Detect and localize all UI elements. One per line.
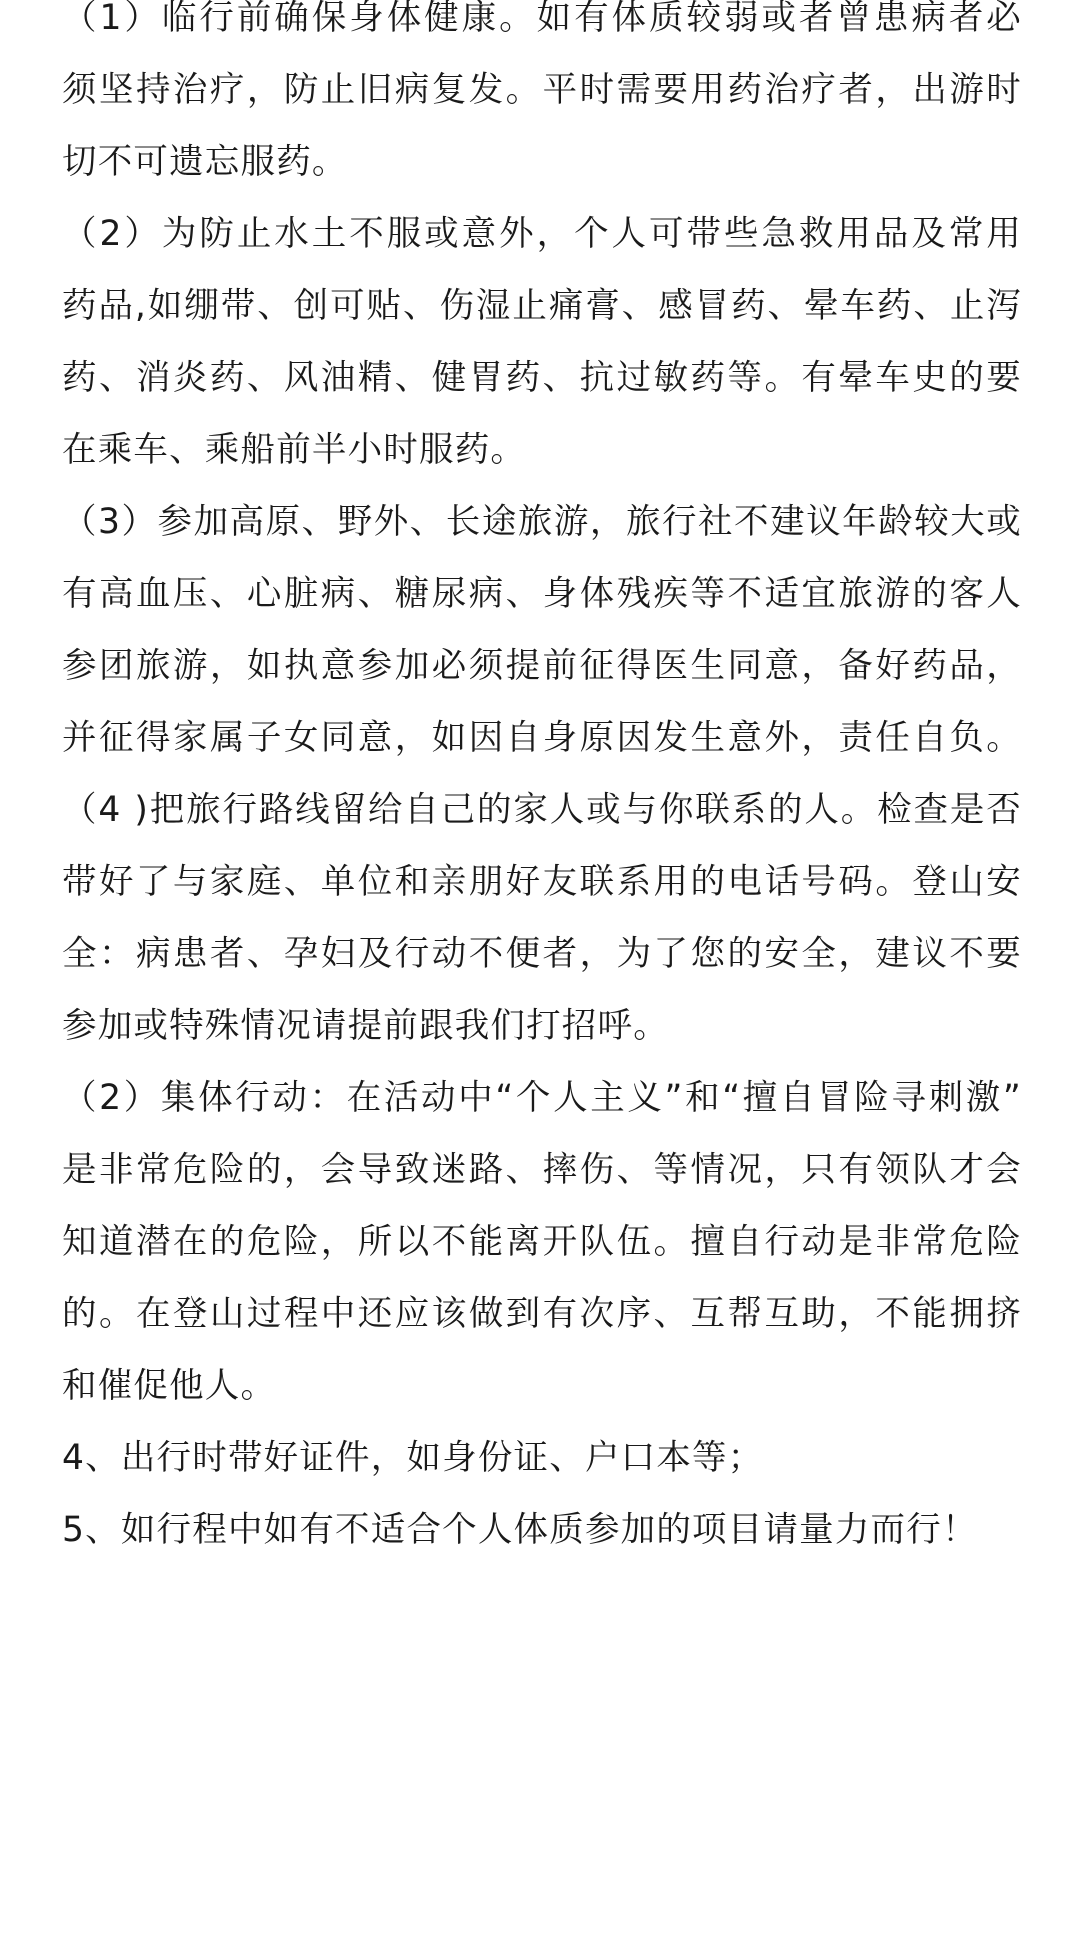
text-line-2: 须坚持治疗，防止旧病复发。平时需要用药治疗者，出游时 [62,70,1022,110]
text-line-1: （1）临行前确保身体健康。如有体质较弱或者曾患病者必 [62,0,1022,38]
text-line-8: （3）参加高原、野外、长途旅游，旅行社不建议年龄较大或 [62,502,1022,542]
text-line-16: （2）集体行动：在活动中“个人主义”和“擅自冒险寻刺激” [62,1078,1022,1118]
text-line-14: 全：病患者、孕妇及行动不便者，为了您的安全，建议不要 [62,934,1022,974]
text-line-19: 的。在登山过程中还应该做到有次序、互帮互助，不能拥挤 [62,1294,1022,1334]
text-line-7: 在乘车、乘船前半小时服药。 [62,430,527,470]
text-line-4: （2）为防止水土不服或意外，个人可带些急救用品及常用 [62,214,1022,254]
text-line-22: 5、如行程中如有不适合个人体质参加的项目请量力而行！ [62,1510,978,1550]
text-line-3: 切不可遗忘服药。 [62,142,348,182]
text-line-21: 4、出行时带好证件，如身份证、户口本等； [62,1438,764,1478]
text-line-6: 药、消炎药、风油精、健胃药、抗过敏药等。有晕车史的要 [62,358,1022,398]
text-line-10: 参团旅游，如执意参加必须提前征得医生同意，备好药品， [62,646,1022,686]
text-line-15: 参加或特殊情况请提前跟我们打招呼。 [62,1006,669,1046]
text-line-5: 药品,如绷带、创可贴、伤湿止痛膏、感冒药、晕车药、止泻 [62,286,1022,326]
text-line-12: （4 )把旅行路线留给自己的家人或与你联系的人。检查是否 [62,790,1022,830]
text-line-18: 知道潜在的危险，所以不能离开队伍。擅自行动是非常危险 [62,1222,1022,1262]
text-line-17: 是非常危险的，会导致迷路、摔伤、等情况，只有领队才会 [62,1150,1022,1190]
text-line-11: 并征得家属子女同意，如因自身原因发生意外，责任自负。 [62,718,1022,758]
text-line-20: 和催促他人。 [62,1366,277,1406]
text-line-9: 有高血压、心脏病、糖尿病、身体残疾等不适宜旅游的客人 [62,574,1022,614]
text-line-13: 带好了与家庭、单位和亲朋好友联系用的电话号码。登山安 [62,862,1022,902]
